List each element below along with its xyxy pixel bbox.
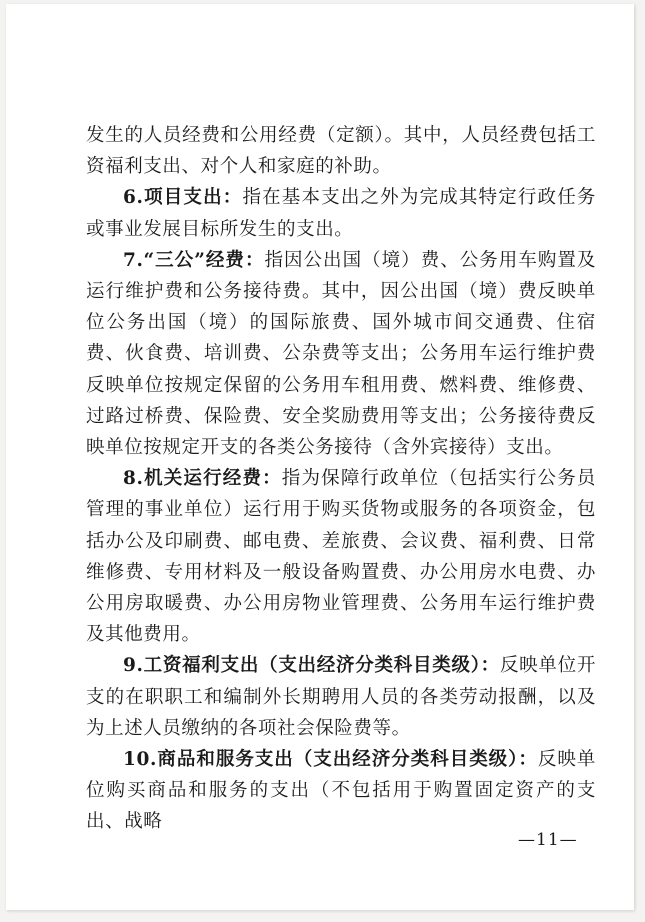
paragraph-project-expenditure <box>86 182 596 244</box>
paragraph-heading: 7.“三公”经费： <box>123 249 265 271</box>
paragraph-text: 指因公出国（境）费、公务用车购置及运行维护费和公务接待费。其中，因公出国（境）费反映单位公务出国（境）的国际旅费、国外城市间交通费、住宿费、伙食费、培训费、公杂费等支出；公务用车运行维护费反映单位按规定保留的公务用车租用费、燃料费、维修费、过路过桥费、保险费、安全奖励费用等支出；公务接待费反映单位按规定开支的各类公务接待（含外宾接待）支出。 <box>86 249 597 459</box>
paragraph-text: 指在基本支出之外为完成其特定行政任务或事业发展目标所发生的支出。 <box>86 187 596 240</box>
paragraph-continuation <box>86 120 596 182</box>
paragraph-three-public-funds <box>86 245 596 463</box>
page-number: —11— <box>518 830 578 850</box>
paragraph-heading: 6.项目支出： <box>123 187 243 209</box>
paragraph-heading: 9.工资福利支出（支出经济分类科目类级）： <box>123 655 500 677</box>
document-page <box>6 4 634 910</box>
paragraph-text: 反映单位开支的在职职工和编制外长期聘用人员的各类劳动报酬，以及为上述人员缴纳的各项社会保险费等。 <box>86 655 596 739</box>
paragraph-text: 发生的人员经费和公用经费（定额）。其中，人员经费包括工资福利支出、对个人和家庭的补助。 <box>86 125 596 178</box>
paragraph-wage-welfare <box>86 650 596 744</box>
paragraph-text: 反映单位购买商品和服务的支出（不包括用于购置固定资产的支出、战略 <box>86 749 596 833</box>
document-body <box>86 120 596 838</box>
paragraph-goods-services <box>86 744 596 838</box>
paragraph-text: 指为保障行政单位（包括实行公务员管理的事业单位）运行用于购买货物或服务的各项资金，包括办公及印刷费、邮电费、差旅费、会议费、福利费、日常维修费、专用材料及一般设备购置费、办公用房水电费、办公用房取暖费、办公用房物业管理费、公务用车运行维护费及其他费用。 <box>86 468 596 646</box>
paragraph-heading: 8.机关运行经费： <box>123 468 282 490</box>
paragraph-office-operating-funds <box>86 463 596 650</box>
paragraph-heading: 10.商品和服务支出（支出经济分类科目类级）： <box>123 749 538 771</box>
